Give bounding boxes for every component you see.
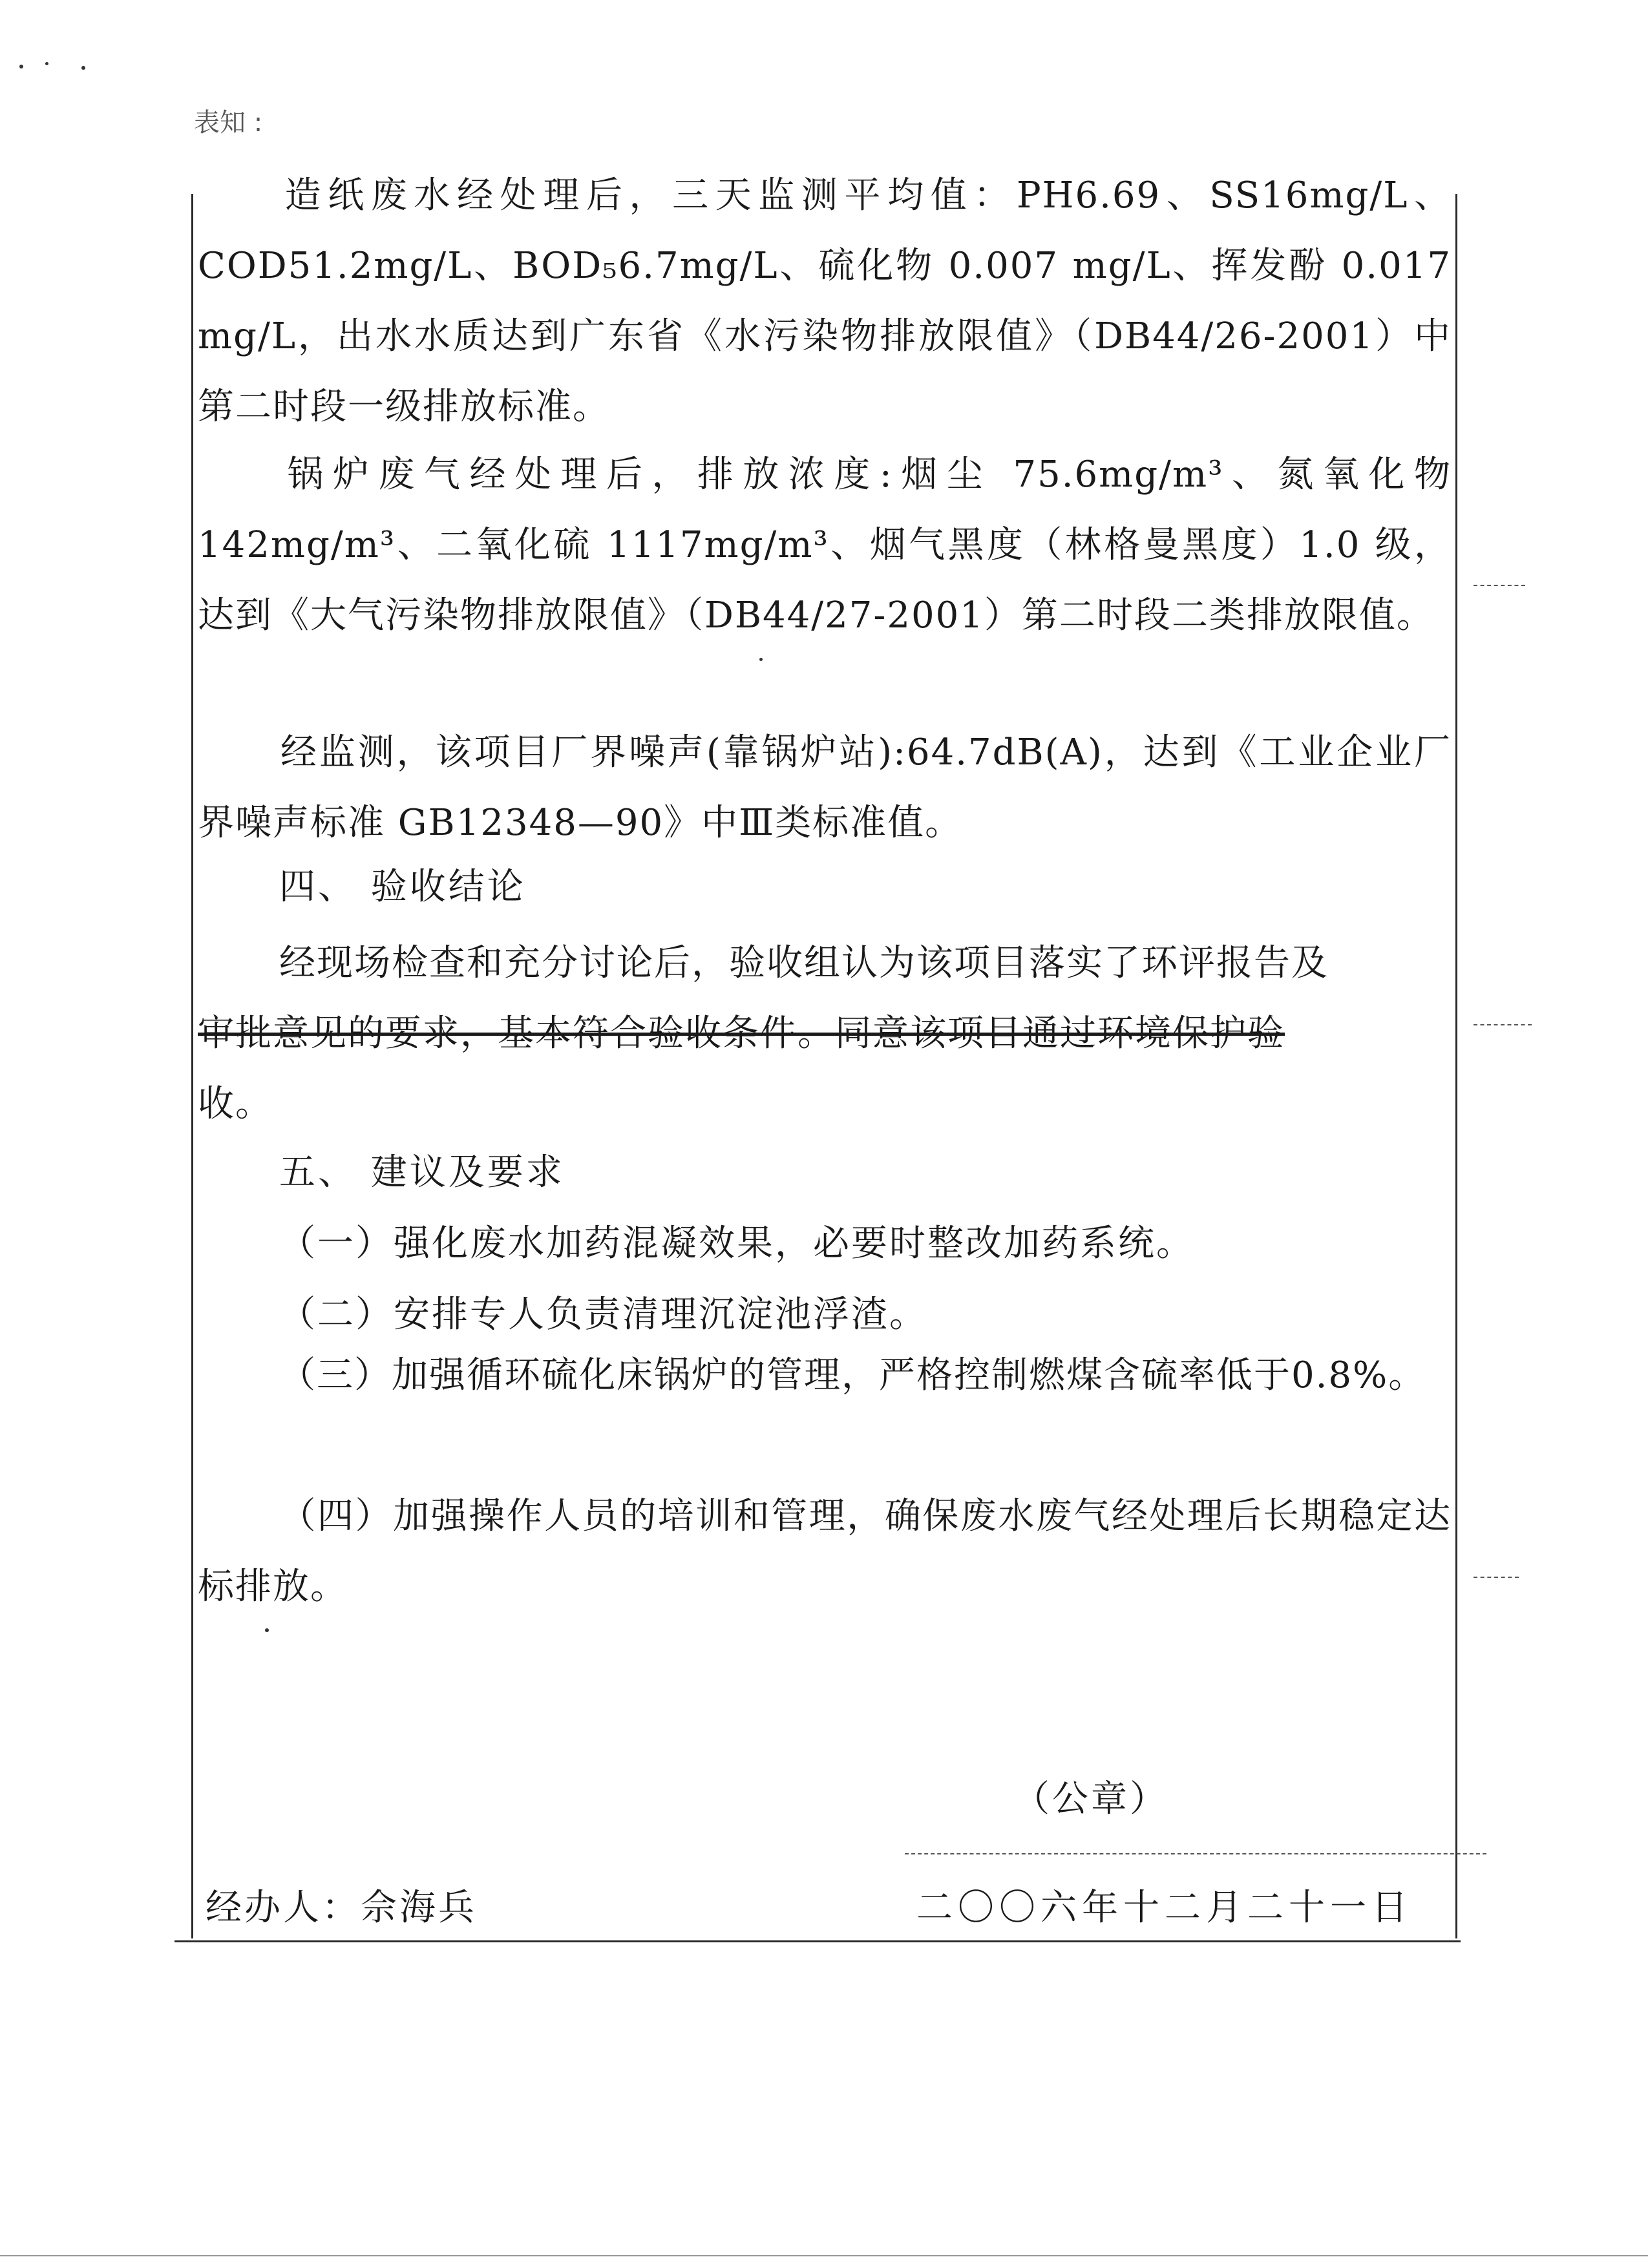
paragraph-wastewater: 造纸废水经处理后，三天监测平均值：PH6.69、SS16mg/L、COD51.2mg/L、BOD₅6.7mg/L、硫化物 0.007 mg/L、挥发酚 0.017 mg/L，出水水质达到广东省《水污染物排放限值》（DB44/26-2001）中第二时段一级排放标准。 bbox=[198, 174, 1452, 428]
requirement-item-2: （二）安排专人负责清理沉淀池浮渣。 bbox=[279, 1294, 927, 1336]
top-label: 表知 : bbox=[194, 108, 263, 138]
margin-mark bbox=[1474, 1577, 1519, 1578]
frame-bottom-border bbox=[174, 1940, 1461, 1942]
frame-left-border bbox=[191, 194, 193, 1938]
paragraph-conclusion: 经现场检查和充分讨论后，验收组认为该项目落实了环评报告及 审批意见的要求，基本符合验收条件。同意该项目通过环境保护验 收。 bbox=[198, 942, 1329, 1125]
scan-speck bbox=[19, 65, 23, 68]
heading-acceptance-conclusion: 四、 验收结论 bbox=[279, 866, 526, 908]
scan-speck bbox=[265, 1628, 269, 1632]
frame-right-border bbox=[1455, 194, 1457, 1938]
document-date: 二〇〇六年十二月二十一日 bbox=[916, 1887, 1413, 1929]
paragraph-boiler-gas: 锅炉废气经处理后，排放浓度:烟尘 75.6mg/m³、氮氧化物 142mg/m³、二氧化硫 1117mg/m³、烟气黑度（林格曼黑度）1.0 级，达到《大气污染物排放限值》（DB44/27-2001）第二时段二类排放限值。 bbox=[198, 454, 1452, 636]
requirement-item-1: （一）强化废水加药混凝效果，必要时整改加药系统。 bbox=[279, 1223, 1194, 1265]
requirement-item-3: （三）加强循环硫化床锅炉的管理，严格控制燃煤含硫率低于0.8%。 bbox=[279, 1354, 1426, 1396]
scan-bottom-edge bbox=[0, 2255, 1648, 2256]
heading-suggestions: 五、 建议及要求 bbox=[279, 1151, 565, 1193]
handler-name: 经办人：佘海兵 bbox=[206, 1887, 477, 1929]
official-seal-label: （公章） bbox=[1013, 1778, 1168, 1820]
margin-mark bbox=[1474, 585, 1525, 586]
scan-speck bbox=[45, 62, 48, 65]
signature-divider bbox=[905, 1853, 1486, 1854]
requirement-item-4: （四）加强操作人员的培训和管理，确保废水废气经处理后长期稳定达标排放。 bbox=[198, 1495, 1452, 1608]
scan-speck bbox=[759, 658, 763, 661]
paragraph-noise: 经监测，该项目厂界噪声(靠锅炉站):64.7dB(A)，达到《工业企业厂界噪声标准 GB12348—90》中Ⅲ类标准值。 bbox=[198, 731, 1452, 844]
scan-speck bbox=[81, 66, 85, 70]
margin-mark bbox=[1474, 1024, 1532, 1025]
struck-text: 审批意见的要求，基本符合验收条件。同意该项目通过环境保护验 bbox=[198, 1013, 1285, 1055]
